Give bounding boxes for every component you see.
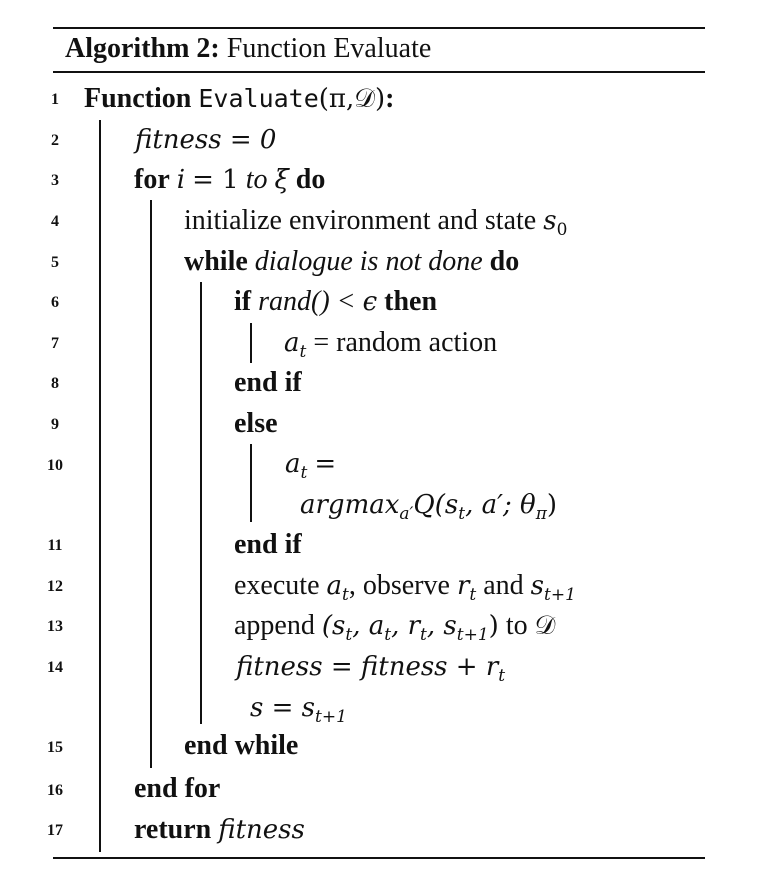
tuple-close: )	[488, 611, 499, 641]
tuple-sub: t+1	[456, 625, 489, 645]
q-sub-t: t	[458, 504, 466, 524]
colon: :	[385, 83, 395, 114]
argmax-sub: a′	[399, 504, 414, 524]
while-block-bar	[200, 282, 202, 724]
line-number: 8	[51, 375, 59, 392]
tuple-action: , a	[352, 611, 385, 641]
line-number: 16	[47, 782, 63, 799]
while-condition: dialogue is not done	[254, 246, 483, 277]
if-condition: rand() <	[258, 286, 356, 317]
state-var: s	[530, 571, 544, 601]
line-5	[184, 244, 519, 280]
tuple-sub: t	[384, 625, 392, 645]
line-number: 17	[47, 822, 63, 839]
bottom-rule	[53, 857, 705, 859]
epsilon: ϵ	[362, 287, 378, 317]
line-12	[234, 568, 576, 613]
state-sub: 0	[556, 220, 568, 240]
line-2	[135, 122, 276, 158]
line-17	[134, 812, 305, 848]
keyword-function: Function	[84, 83, 192, 114]
and-text: and	[483, 570, 524, 601]
close-paren: )	[546, 490, 558, 520]
action-sub: t	[300, 463, 308, 483]
argmax: argmax	[300, 490, 400, 520]
line-16	[134, 771, 220, 807]
line-3	[134, 162, 325, 198]
line-7	[284, 325, 497, 370]
algorithm-caption	[65, 30, 431, 68]
line-number: 13	[47, 618, 63, 635]
line-number: 10	[47, 457, 63, 474]
q-function: Q(s	[413, 490, 459, 520]
keyword-then: then	[384, 286, 438, 317]
function-block-bar	[99, 120, 101, 852]
line-number: 6	[51, 294, 59, 311]
state-sub: t+1	[315, 707, 347, 727]
line-6	[234, 284, 437, 320]
action-sub: t	[299, 342, 307, 362]
line-14	[236, 649, 505, 694]
keyword-return: return	[134, 814, 212, 845]
keyword-end-if: end if	[234, 529, 302, 560]
line-number: 3	[51, 172, 59, 189]
state-sub: t+1	[544, 585, 576, 605]
equals: =	[314, 449, 337, 479]
function-name: Evaluate	[198, 84, 319, 113]
replay-buffer: 𝒟	[534, 611, 556, 641]
execute-text: execute	[234, 570, 320, 601]
reward-sub: t	[498, 666, 506, 686]
reward-var: r	[456, 571, 470, 601]
tuple-reward: , r	[391, 611, 421, 641]
action-var: a	[326, 571, 343, 601]
if-block-bar	[250, 323, 252, 363]
line-number: 11	[47, 537, 63, 554]
line-1	[84, 81, 395, 117]
line-number: 14	[47, 659, 63, 676]
keyword-end-if: end if	[234, 367, 302, 398]
algorithm-name: Function Evaluate	[226, 33, 432, 64]
line-8	[234, 365, 302, 401]
action-var: a	[285, 449, 301, 479]
keyword-do: do	[295, 164, 326, 195]
loop-start: = 1	[192, 165, 239, 195]
return-value: fitness	[218, 815, 305, 845]
tuple-sub: t	[345, 625, 353, 645]
keyword-else: else	[234, 408, 278, 439]
state-update: s = s	[250, 693, 315, 723]
line-9	[234, 406, 278, 442]
line-number: 2	[51, 132, 59, 149]
loop-end: ξ	[274, 165, 289, 195]
line-number: 7	[51, 335, 59, 352]
line-number: 15	[47, 739, 63, 756]
line-11	[234, 527, 302, 563]
line-10	[285, 446, 336, 491]
reward-sub: t	[469, 585, 477, 605]
else-block-bar	[250, 444, 252, 522]
algorithm-label: Algorithm 2:	[65, 33, 220, 64]
fitness-update: fitness = fitness + r	[236, 652, 499, 682]
keyword-do: do	[489, 246, 520, 277]
fitness-init: fitness = 0	[135, 125, 277, 155]
for-block-bar	[150, 200, 152, 768]
loop-var: i	[176, 165, 186, 195]
keyword-end-for: end for	[134, 773, 221, 804]
line-15	[184, 728, 298, 764]
observe-text: , observe	[348, 570, 450, 601]
q-args: , a′; θ	[465, 490, 536, 520]
line-10-cont	[300, 487, 557, 532]
line-number: 4	[51, 213, 59, 230]
keyword-while: while	[184, 246, 248, 277]
tuple-sub: t	[420, 625, 427, 645]
action-var: a	[284, 328, 300, 358]
line-4	[184, 203, 567, 248]
tuple-next: , s	[426, 611, 457, 641]
random-action-text: = random action	[313, 327, 498, 358]
action-sub: t	[342, 585, 349, 605]
to-text: to	[505, 610, 528, 641]
append-text: append	[234, 610, 315, 641]
init-text: initialize environment and state	[184, 205, 537, 236]
theta-sub: π	[535, 504, 547, 524]
keyword-to: to	[245, 164, 268, 195]
tuple-open: (s	[321, 611, 346, 641]
top-rule	[53, 27, 705, 29]
line-number: 5	[51, 254, 59, 271]
line-number: 1	[51, 91, 59, 108]
line-number: 9	[51, 416, 59, 433]
function-args: (π,𝒟)	[318, 84, 386, 114]
line-number: 12	[47, 578, 63, 595]
line-13	[234, 608, 555, 653]
caption-rule	[53, 71, 705, 73]
state-var: s	[543, 206, 557, 236]
keyword-end-while: end while	[184, 730, 299, 761]
keyword-if: if	[234, 286, 252, 317]
keyword-for: for	[134, 164, 170, 195]
